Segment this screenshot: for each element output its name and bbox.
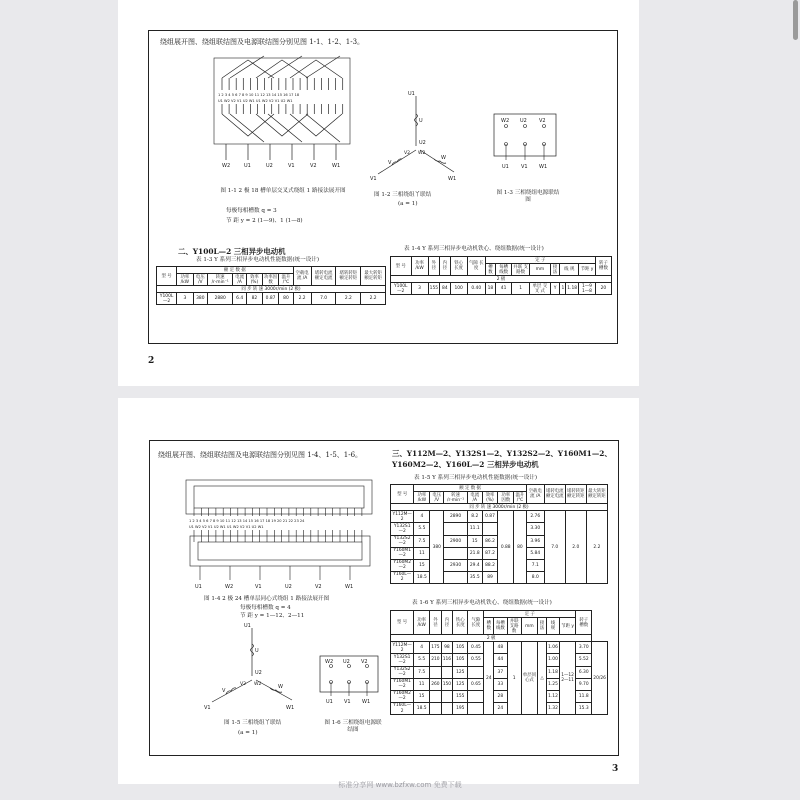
fig1-1-caption: 图 1-1 2 极 18 槽单层交叉式绕组 1 路接法展开图 (220, 188, 346, 194)
table-cell: Y100L—2 (391, 283, 412, 295)
table-cell: 6.4 (233, 293, 247, 305)
table-cell: 98 (441, 642, 453, 654)
table-cell: 41 (496, 283, 512, 295)
watermark: 标准分享网 www.bzfxw.com 免费下载 (338, 781, 462, 789)
table-cell: 20/26 (592, 642, 608, 715)
winding-diagram-18-slot (208, 52, 358, 182)
table-cell: 1.12 (547, 690, 560, 702)
table-cell: 125 (453, 678, 468, 690)
fig1-1-param-q: 每极每相槽数 q = 3 (226, 208, 277, 214)
table-cell: 11 (414, 547, 430, 559)
table-cell: 6.30 (576, 666, 592, 678)
table-cell: 155 (428, 283, 440, 295)
svg-text:W2: W2 (325, 659, 334, 665)
table-cell: △ (538, 642, 547, 715)
supply-connection-diagram (490, 110, 560, 174)
fig1-3-caption: 图 1-3 三相绕组电源联结图 (496, 190, 560, 204)
phase-labels: U1 W2 V2 V1 U2 W1 U1 W2 V2 V1 U2 W1 (218, 99, 293, 103)
table-cell: 24 (494, 702, 507, 714)
table-cell: 18.5 (414, 571, 430, 583)
fig1-2-caption: 图 1-2 三相绕组丫联结 (374, 192, 432, 198)
table-cell: 18 (485, 283, 495, 295)
table-cell: 7.0 (544, 511, 565, 584)
table-cell: 155 (453, 690, 468, 702)
scrollbar-thumb[interactable] (793, 0, 798, 40)
svg-text:U1: U1 (244, 623, 251, 629)
table-cell: 单层 交叉 式 (530, 283, 551, 295)
table-cell: 210 (430, 654, 442, 666)
table-cell: 1.32 (547, 702, 560, 714)
table-cell (468, 666, 484, 678)
table-cell: 1 (512, 283, 530, 295)
intro-text: 绕组展开图、绕组联结图及电源联结图分别见图 1-1、1-2、1-3。 (160, 38, 365, 46)
table-cell: Y160M1—2 (391, 547, 414, 559)
table-cell: 24 (484, 642, 494, 715)
table-cell: 260 (430, 678, 442, 690)
table-cell: 105 (453, 642, 468, 654)
table-cell: 7.0 (311, 293, 336, 305)
terminal-w1: W1 (332, 163, 341, 169)
table-cell: 单层同心式 (521, 642, 537, 715)
svg-text:W: W (278, 684, 283, 690)
svg-text:U: U (255, 648, 259, 654)
table-cell (468, 690, 484, 702)
star-connection-diagram (368, 88, 458, 188)
document-page-2 (118, 398, 639, 784)
table-cell: Y100L—2 (157, 293, 177, 305)
table-cell: 1.25 (547, 678, 560, 690)
table-cell: 7.5 (414, 535, 430, 547)
table-cell: Y132S2—2 (391, 666, 414, 678)
table-row (391, 678, 608, 690)
table-cell: 2.76 (526, 511, 544, 523)
table-cell: 175 (430, 642, 442, 654)
table-cell: 18.5 (414, 702, 430, 714)
table-cell: 3.70 (576, 642, 592, 654)
fig1-1-param-y: 节 距 y = 2 (1—9)、1 (1—8) (226, 218, 303, 224)
svg-text:W1: W1 (286, 705, 295, 711)
table-cell: 1.18 (566, 283, 579, 295)
svg-text:W: W (441, 155, 446, 161)
table-cell: 1—9 1—8 (579, 283, 596, 295)
svg-text:U2: U2 (419, 140, 426, 146)
table-cell: 5.5 (414, 523, 430, 535)
table-cell: 0.45 (468, 642, 484, 654)
svg-text:W2: W2 (225, 584, 234, 590)
table-cell: 0.65 (468, 678, 484, 690)
table-cell (430, 666, 442, 678)
table-cell (430, 690, 442, 702)
table-cell: Y160M1—2 (391, 678, 414, 690)
table-cell: Y112M—2 (392, 642, 412, 653)
svg-text:W1: W1 (345, 584, 354, 590)
winding-diagram-24-slot (180, 476, 380, 594)
table1-5-title: 表 1-5 Y 系列三相异步电动机性能数据(统一设计) (414, 475, 538, 481)
table-cell: 5.52 (576, 654, 592, 666)
table-cell: 380 (430, 511, 444, 584)
table-cell: 1.06 (547, 642, 560, 654)
table-cell (468, 702, 484, 714)
table-cell: 195 (453, 702, 468, 714)
table-cell: 3 (411, 283, 428, 295)
table-cell: 11.8 (576, 690, 592, 702)
svg-text:U1: U1 (502, 164, 509, 170)
table-cell: 2.0 (565, 511, 586, 584)
table-cell: 89 (482, 571, 498, 583)
svg-text:V2: V2 (361, 659, 368, 665)
table-cell: 4 (414, 642, 430, 654)
table-cell: 1.18 (547, 666, 560, 678)
table-cell: 20 (595, 283, 611, 295)
star-connection-diagram (200, 620, 300, 712)
table-cell: Y160L—2 (391, 571, 414, 583)
table-cell: 15 (467, 535, 482, 547)
table-cell: 84 (440, 283, 450, 295)
table-cell: 37 (494, 666, 507, 678)
table-cell: 0.88 (498, 511, 514, 584)
table-cell: Y112M—2 (391, 511, 414, 523)
svg-text:V1: V1 (370, 176, 377, 182)
table-cell: 1.00 (547, 654, 560, 666)
fig1-4-param-y: 节 距 y = 1—12、2—11 (240, 613, 305, 619)
table-cell: 2.2 (361, 293, 386, 305)
table-cell: 2890 (444, 511, 468, 523)
svg-text:U: U (419, 118, 423, 124)
svg-text:V1: V1 (255, 584, 262, 590)
table-cell: Y132S1—2 (391, 523, 414, 535)
table-cell: 29.4 (467, 559, 482, 571)
table-cell: 11.1 (467, 523, 482, 535)
section-title-y100l: 二、Y100L—2 三相异步电动机 (178, 247, 286, 256)
section-title-y112m-series: 三、Y112M—2、Y132S1—2、Y132S2—2、Y160M1—2、Y160M2—2、Y160L—2 三相异步电动机 (392, 449, 612, 470)
table-cell: 28 (494, 690, 507, 702)
table-cell: 2.2 (586, 511, 607, 584)
fig1-4-param-q: 每极每相槽数 q = 4 (240, 605, 291, 611)
table-cell: 2880 (208, 293, 233, 305)
table-row (391, 283, 612, 295)
table-row (391, 642, 608, 654)
table-cell: 0.87 (482, 511, 498, 523)
terminal-u1: U1 (244, 163, 251, 169)
svg-text:V1: V1 (204, 705, 211, 711)
terminal-w2: W2 (222, 163, 231, 169)
table-cell (444, 571, 468, 583)
svg-text:U2: U2 (255, 670, 262, 676)
svg-text:W2: W2 (501, 118, 510, 124)
table-1-6: 型 号 功率 /kW 外径 内径 铁心 长度 气隙 长度 定 子 转子 槽数 槽数 每槽 线数 并联 支路数 mm 接法 线 规 节距 y 2 极 Y112M—2 4 175 98 105 0.45 24 48 1 单层同心式 △ 1.06 1—12 2—11 3.70 20/26 Y132S1—2 5.5 210 116 105 0.55 44 1.00 5.52 Y132S2—2 7.5 125 37 1.18 6.30 Y160M1—2 11 260 150 125 0.65 33 1.25 9.70 Y160M2—2 15 155 28 1.12 11.8 Y160L—2 18.5 195 24 1.32 15.3 (392, 611, 606, 714)
table-cell: 15 (414, 690, 430, 702)
table-cell: 2900 (444, 535, 468, 547)
svg-text:V1: V1 (344, 699, 351, 705)
fig1-5-sub: (a = 1) (238, 730, 258, 736)
table-row (391, 666, 608, 678)
table-cell: 1 (507, 642, 521, 715)
table1-6-title: 表 1-6 Y 系列三相异步电动机铁心、绕组数据(统一设计) (412, 600, 552, 606)
svg-text:V2: V2 (539, 118, 546, 124)
table-cell: 9.70 (576, 678, 592, 690)
table-cell: 3.96 (526, 535, 544, 547)
intro-text: 绕组展开图、绕组联结图及电源联结图分别见图 1-4、1-5、1-6。 (158, 451, 363, 459)
table-cell: 48 (494, 642, 507, 654)
table1-4-title: 表 1-4 Y 系列三相异步电动机铁心、绕组数据(统一设计) (404, 246, 544, 252)
table-cell: 1 (560, 283, 566, 295)
svg-text:U2: U2 (343, 659, 350, 665)
terminal-v2: V2 (310, 163, 317, 169)
table-cell (444, 547, 468, 559)
table-row (391, 690, 608, 702)
table-1-5: 型 号 额 定 数 据 空载电流 /A 堵转电流 额定电流 堵转转矩 额定转矩 最大转矩 额定转矩 功率 /kW 电压 /V 转速 /r·min⁻¹ 电流 /A 效率 (%) 功率因数 温升 /℃ 同 步 转 速 3000r/min (2 极) Y112M—2 4 380 2890 8.2 0.87 0.88 80 2.76 7.0 2.0 2.2 Y132S1—2 5.5 11.1 3.30 Y132S2—2 7.5 2900 15 86.2 3.96 Y160M1—2 11 21.8 87.2 5.84 Y160M2—2 15 2930 29.4 88.2 7.1 Y160L—2 18.5 35.5 89 8.0 (390, 484, 608, 584)
svg-text:V2: V2 (404, 151, 411, 156)
table-cell: 0.87 (262, 293, 279, 305)
svg-text:U1: U1 (195, 584, 202, 590)
terminal-v1: V1 (288, 163, 295, 169)
svg-text:W1: W1 (362, 699, 371, 705)
table-cell: Y160M2—2 (391, 559, 414, 571)
page-number: 2 (148, 356, 155, 366)
table-cell: 8.2 (467, 511, 482, 523)
table-cell: Y132S1—2 (391, 654, 414, 666)
table-cell: 86.2 (482, 535, 498, 547)
phase-labels: U1 W2 V2 V1 U2 W1 U1 W2 V2 V1 U2 W1 (189, 525, 264, 529)
table-cell: 2.2 (293, 293, 311, 305)
table1-3-title: 表 1-3 Y 系列三相异步电动机性能数据(统一设计) (196, 257, 320, 263)
table-cell: Y (550, 283, 560, 295)
table-cell (441, 690, 453, 702)
slot-numbers: 1 2 3 4 5 6 7 8 9 10 11 12 13 14 15 16 17 18 (218, 93, 300, 97)
svg-text:V1: V1 (521, 164, 528, 170)
table-cell: 1—12 2—11 (559, 642, 575, 715)
table-1-3: 型 号 额 定 数 据 空载电流 /A 堵转电流 额定电流 堵转转矩 额定转矩 最大转矩 额定转矩 功率 /kW 电压 /V 转速 /r·min⁻¹ 电流 /A 效率 (%) 功率因数 温升 /℃ 同 步 转 速 3000r/min (2 极) Y100L—2 3 380 2880 6.4 82 0.87 80 2.2 7.0 2.2 2.2 (156, 266, 386, 305)
table-cell: 11 (414, 678, 430, 690)
slot-numbers: 1 2 3 4 5 6 7 8 9 10 11 12 13 14 15 16 17 18 19 20 21 22 23 24 (189, 519, 305, 523)
table-cell: 5.84 (526, 547, 544, 559)
table-cell: 150 (441, 678, 453, 690)
table-cell: 2.2 (336, 293, 361, 305)
table-cell: Y160M2—2 (391, 690, 414, 702)
svg-text:W2: W2 (254, 682, 262, 687)
table-cell: 15.3 (576, 702, 592, 714)
table-cell: 2930 (444, 559, 468, 571)
svg-text:W2: W2 (418, 151, 426, 156)
table-cell: 15 (414, 559, 430, 571)
table-cell: 44 (494, 654, 507, 666)
table-row (391, 654, 608, 666)
document-page-1 (118, 0, 639, 386)
table-cell: 8.0 (526, 571, 544, 583)
table-cell: 88.2 (482, 559, 498, 571)
fig1-5-caption: 图 1-5 三相绕组丫联结 (224, 720, 282, 726)
svg-text:U2: U2 (520, 118, 527, 124)
table-cell: 80 (514, 511, 527, 584)
table-row (157, 293, 386, 305)
table-cell: 82 (247, 293, 263, 305)
table-row (391, 702, 608, 714)
table-cell: 380 (193, 293, 208, 305)
svg-text:W1: W1 (448, 176, 457, 182)
table-cell: Y132S2—2 (391, 535, 414, 547)
table-row (391, 511, 608, 523)
table-cell: 0.40 (467, 283, 485, 295)
table-cell (430, 702, 442, 714)
svg-text:W1: W1 (539, 164, 548, 170)
svg-text:V: V (388, 160, 392, 166)
table-cell: 80 (279, 293, 293, 305)
table-cell: 21.8 (467, 547, 482, 559)
page-number: 3 (612, 764, 619, 774)
table-cell: 125 (453, 666, 468, 678)
table-cell: 105 (453, 654, 468, 666)
fig1-2-sub: (a = 1) (398, 201, 418, 207)
svg-text:U1: U1 (408, 91, 415, 97)
supply-connection-diagram (316, 652, 382, 708)
table-cell: 33 (494, 678, 507, 690)
table-cell: 7.1 (526, 559, 544, 571)
svg-text:V2: V2 (240, 682, 247, 687)
table-cell: 100 (450, 283, 467, 295)
table-cell (441, 702, 453, 714)
svg-text:U1: U1 (326, 699, 333, 705)
table-1-4: 型 号 功率 /kW 外径 内径 铁心 长度 气隙 长度 定 子 转子 槽数 槽数 每槽 线数 并联 支路数 mm 接法 线 规 节距 y 2 极 Y100L—2 3 155 84 100 0.40 18 41 1 单层 交叉 式 Y 1 1.18 1—9 1—8 20 (390, 256, 612, 295)
fig1-4-caption: 图 1-4 2 极 24 槽单层同心式绕组 1 路接法展开图 (204, 596, 330, 602)
table-cell: 0.55 (468, 654, 484, 666)
fig1-6-caption: 图 1-6 三相绕组电源联结图 (324, 720, 382, 734)
svg-text:V: V (222, 688, 226, 694)
table-cell (441, 666, 453, 678)
table-cell: 35.5 (467, 571, 482, 583)
table-cell: 87.2 (482, 547, 498, 559)
table-cell: 5.5 (414, 654, 430, 666)
table-cell: 3.30 (526, 523, 544, 535)
svg-text:V2: V2 (315, 584, 322, 590)
table-cell (482, 523, 498, 535)
table-cell: 116 (441, 654, 453, 666)
table-cell: 4 (414, 511, 430, 523)
terminal-u2: U2 (266, 163, 273, 169)
table-cell: Y160L—2 (391, 702, 414, 714)
table-cell: 7.5 (414, 666, 430, 678)
table-cell: 3 (177, 293, 193, 305)
svg-text:U2: U2 (285, 584, 292, 590)
table-cell (444, 523, 468, 535)
